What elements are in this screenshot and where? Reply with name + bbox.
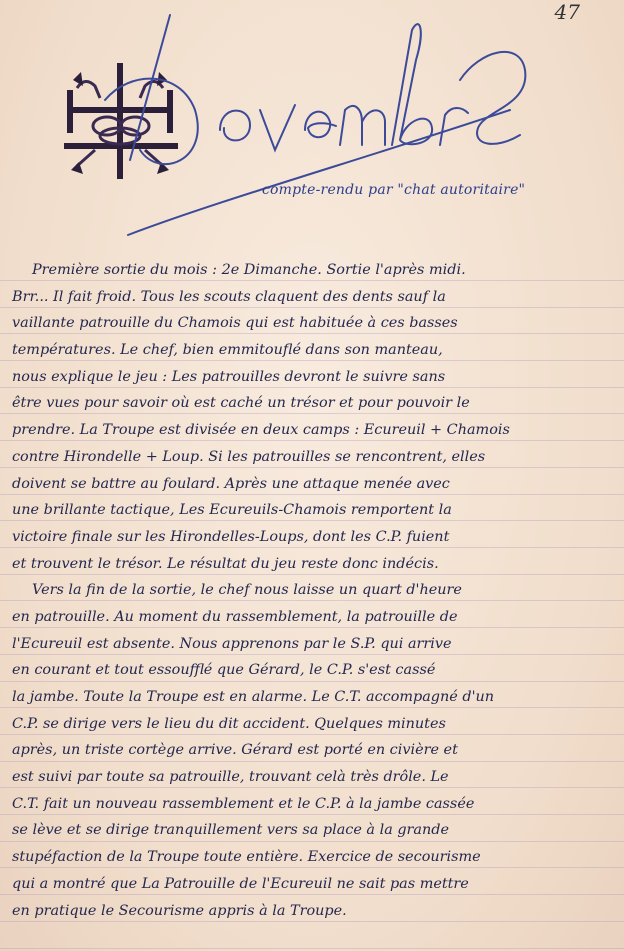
text-line: contre Hirondelle + Loup. Si les patrouilles se rencontrent, elles (12, 448, 486, 465)
text-line: doivent se battre au foulard. Après une attaque menée avec (12, 475, 450, 492)
text-line: être vues pour savoir où est caché un trésor et pour pouvoir le (12, 395, 470, 412)
text-line: en pratique le Secourisme appris à la Troupe. (12, 902, 347, 919)
text-line: C.P. se dirige vers le lieu du dit accident. Quelques minutes (12, 715, 446, 732)
text-line: Brr... Il fait froid. Tous les scouts claquent des dents sauf la (12, 288, 446, 305)
text-line: l'Ecureuil est absente. Nous apprenons par le S.P. qui arrive (12, 635, 452, 652)
text-line: et trouvent le trésor. Le résultat du jeu reste donc indécis. (12, 555, 439, 572)
page-number: 47 (554, 0, 580, 24)
text-line: vaillante patrouille du Chamois qui est habituée à ces basses (12, 315, 458, 332)
text-line: une brillante tactique, Les Ecureuils-Chamois remportent la (12, 502, 452, 519)
text-line: en patrouille. Au moment du rassemblement, la patrouille de (12, 608, 458, 625)
text-line: est suivi par toute sa patrouille, trouvant celà très drôle. Le (12, 769, 449, 786)
text-line: victoire finale sur les Hirondelles-Loups, dont les C.P. fuient (12, 528, 450, 545)
text-line: C.T. fait un nouveau rassemblement et le C.P. à la jambe cassée (12, 795, 475, 812)
paragraph-1 (12, 257, 622, 577)
text-line: Première sortie du mois : 2e Dimanche. Sortie l'après midi. (32, 262, 466, 278)
text-line: se lève et se dirige tranquillement vers sa place à la grande (12, 822, 450, 839)
text-line: en courant et tout essoufflé que Gérard, le C.P. s'est cassé (12, 662, 436, 679)
text-line: après, un triste cortège arrive. Gérard est porté en civière et (12, 742, 458, 759)
subtitle: compte-rendu par "chat autoritaire" (262, 182, 526, 198)
text-line: nous explique le jeu : Les patrouilles devront le suivre sans (12, 368, 446, 385)
text-line: qui a montré que La Patrouille de l'Ecureuil ne sait pas mettre (12, 875, 469, 892)
text-line: la jambe. Toute la Troupe est en alarme. Le C.T. accompagné d'un (12, 689, 495, 705)
title-script (100, 10, 540, 240)
report-text (12, 257, 622, 924)
text-line: stupéfaction de la Troupe toute entière. Exercice de secourisme (12, 849, 481, 866)
text-line: prendre. La Troupe est divisée en deux camps : Ecureuil + Chamois (12, 422, 510, 439)
ruled-line (0, 948, 624, 949)
paragraph-2 (12, 577, 622, 924)
text-line: températures. Le chef, bien emmitouflé dans son manteau, (12, 342, 443, 359)
text-line: Vers la fin de la sortie, le chef nous laisse un quart d'heure (32, 582, 462, 599)
